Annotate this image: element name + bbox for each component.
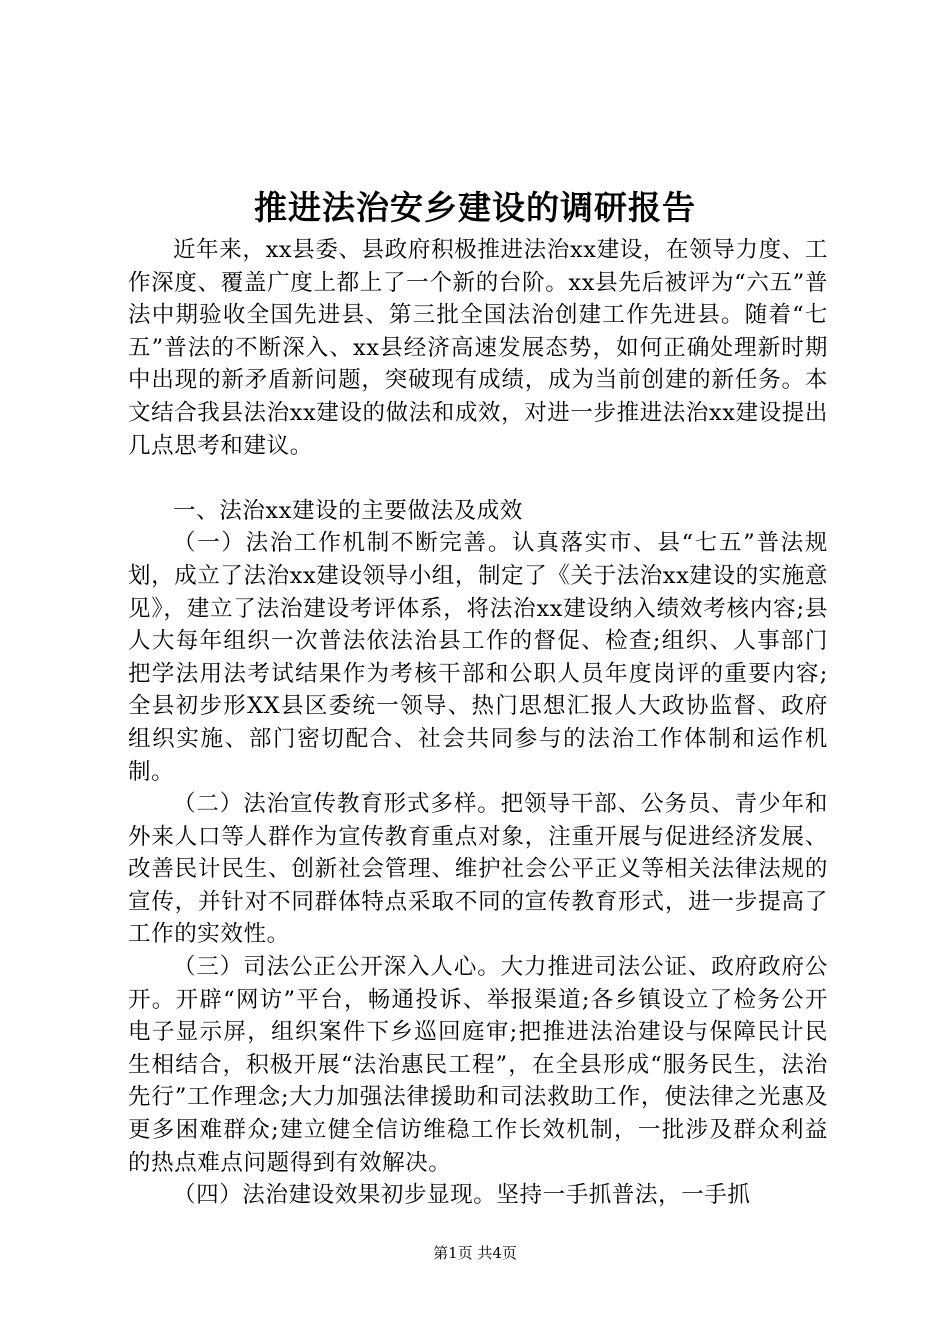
paragraph-2: （二）法治宣传教育形式多样。把领导干部、公务员、青少年和外来人口等人群作为宣传教育重点对象，注重开展与促进经济发展、改善民计民生、创新社会管理、维护社会公平正义等相关法律法规的宣传，并针对不同群体特点采取不同的宣传教育形式，进一步提高了工作的实效性。 xyxy=(128,791,828,948)
document-body xyxy=(128,234,828,1212)
document-title: 推进法治安乡建设的调研报告 xyxy=(254,188,696,227)
paragraph-3: （三）司法公正公开深入人心。大力推进司法公证、政府政府公开。开辟“网访”平台，畅通投诉、举报渠道;各乡镇设立了检务公开电子显示屏，组织案件下乡巡回庭审;把推进法治建设与保障民计民生相结合，积极开展“法治惠民工程”，在全县形成“服务民生，法治先行”工作理念;大力加强法律援助和司法救助工作，使法律之光惠及更多困难群众;建立健全信访维稳工作长效机制，一批涉及群众利益的热点难点问题得到有效解决。 xyxy=(128,954,828,1176)
page-footer: 第1页 共4页 xyxy=(433,1244,517,1262)
paragraph-4: （四）法治建设效果初步显现。坚持一手抓普法，一手抓 xyxy=(173,1182,751,1209)
section-heading: 一、法治xx建设的主要做法及成效 xyxy=(173,497,523,524)
intro-paragraph: 近年来，xx县委、县政府积极推进法治xx建设，在领导力度、工作深度、覆盖广度上都上了一个新的台阶。xx县先后被评为“六五”普法中期验收全国先进县、第三批全国法治创建工作先进县。随着“七五”普法的不断深入、xx县经济高速发展态势，如何正确处理新时期中出现的新矛盾新问题，突破现有成绩，成为当前创建的新任务。本文结合我县法治xx建设的做法和成效，对进一步推进法治xx建设提出几点思考和建议。 xyxy=(128,237,828,459)
paragraph-1: （一）法治工作机制不断完善。认真落实市、县“七五”普法规划，成立了法治xx建设领导小组，制定了《关于法治xx建设的实施意见》，建立了法治建设考评体系，将法治xx建设纳入绩效考核内容;县人大每年组织一次普法依法治县工作的督促、检查;组织、人事部门把学法用法考试结果作为考核干部和公职人员年度岗评的重要内容;全县初步形XX县区委统一领导、热门思想汇报人大政协监督、政府组织实施、部门密切配合、社会共同参与的法治工作体制和运作机制。 xyxy=(128,530,828,785)
